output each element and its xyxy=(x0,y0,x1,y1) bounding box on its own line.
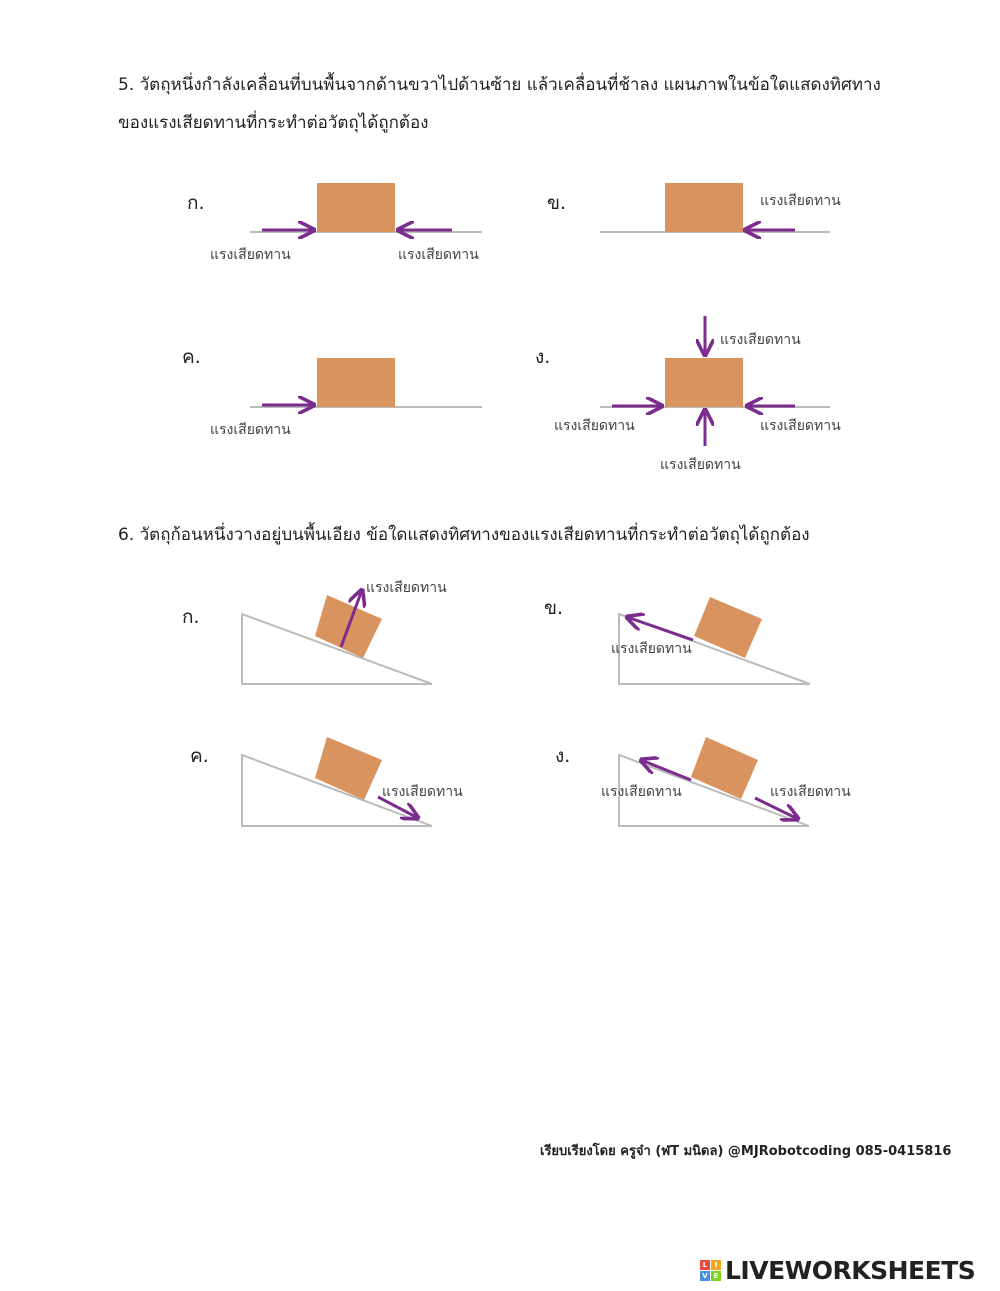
question6-text: 6. วัตถุก้อนหนึ่งวางอยู่บนพื้นเอียง ข้อใดแสดงทิศทางของแรงเสียดทานที่กระทำต่อวัตถุได้ถูกต้อง xyxy=(118,525,810,545)
force-label: แรงเสียดทาน xyxy=(770,784,851,800)
q6-diagram-b xyxy=(605,580,835,690)
force-label: แรงเสียดทาน xyxy=(398,247,479,263)
q6-option-d-label: ง. xyxy=(555,745,571,767)
q6-option-b-label: ข. xyxy=(544,597,564,619)
q6-diagram-a xyxy=(230,575,490,695)
question5-text-line1: 5. วัตถุหนึ่งกำลังเคลื่อนที่บนพื้นจากด้านขวาไปด้านซ้าย แล้วเคลื่อนที่ช้าลง แผนภาพในข้อใดแสดงทิศทาง xyxy=(118,75,881,95)
q5-diagram-c xyxy=(200,350,500,440)
q5-diagram-b xyxy=(590,175,860,255)
q5-option-a-label: ก. xyxy=(187,192,205,214)
block xyxy=(317,358,395,407)
q6-option-c-label: ค. xyxy=(190,745,209,767)
force-label: แรงเสียดทาน xyxy=(611,641,692,657)
force-label: แรงเสียดทาน xyxy=(210,422,291,438)
force-label: แรงเสียดทาน xyxy=(366,580,447,596)
q5-option-c-label: ค. xyxy=(182,346,201,368)
q5-option-d-label: ง. xyxy=(535,346,551,368)
liveworksheets-logo xyxy=(700,1255,975,1285)
q6-option-a-label: ก. xyxy=(182,606,200,628)
block xyxy=(665,358,743,407)
force-label: แรงเสียดทาน xyxy=(760,418,841,434)
force-label: แรงเสียดทาน xyxy=(382,784,463,800)
author-credit: เรียบเรียงโดย ครูจ๋า (ฬT มนิดล) @MJRobotcoding 085-0415816 xyxy=(540,1144,952,1159)
liveworksheets-brand-text: LIVEWORKSHEETS xyxy=(725,1255,976,1285)
force-label: แรงเสียดทาน xyxy=(554,418,635,434)
block xyxy=(665,183,743,232)
force-label: แรงเสียดทาน xyxy=(660,457,741,473)
q6-diagram-c xyxy=(230,725,490,835)
q6-diagram-d xyxy=(595,725,865,835)
q5-diagram-d xyxy=(550,312,860,482)
liveworksheets-logo-icon: L I V E xyxy=(700,1260,721,1281)
q5-diagram-a xyxy=(200,175,500,275)
force-label: แรงเสียดทาน xyxy=(760,193,841,209)
force-label: แรงเสียดทาน xyxy=(210,247,291,263)
force-label: แรงเสียดทาน xyxy=(720,332,801,348)
q5-option-b-label: ข. xyxy=(547,192,567,214)
block xyxy=(317,183,395,232)
force-label: แรงเสียดทาน xyxy=(601,784,682,800)
question5-text-line2: ของแรงเสียดทานที่กระทำต่อวัตถุได้ถูกต้อง xyxy=(118,113,429,133)
